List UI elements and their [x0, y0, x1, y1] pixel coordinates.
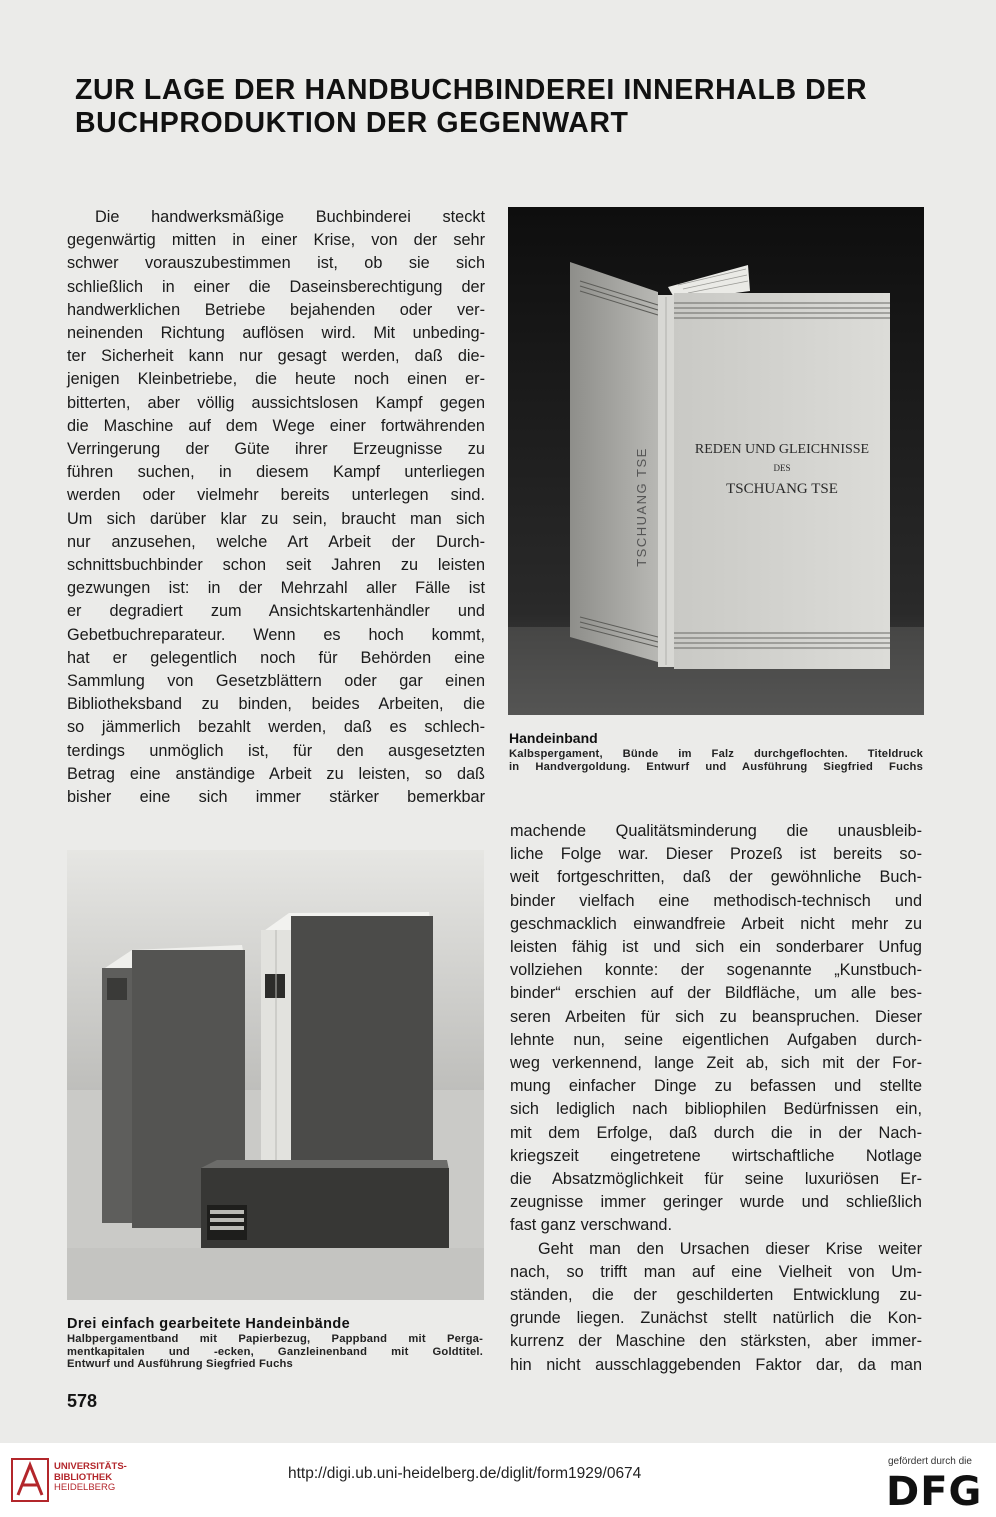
text-line: kurrenz der Maschine den stärksten, aber immer- [510, 1332, 922, 1351]
text-line: gegenwärtig mitten in einer Krise, von der sehr [67, 231, 485, 250]
text-line: leisten fähig ist und sich ein sonderbarer Unfug [510, 938, 922, 957]
text-line: schließlich in einer die Daseinsberechtigung der [67, 277, 485, 296]
funding-note: gefördert durch die [888, 1456, 972, 1467]
text-line: lehnte nun, seine eigentlichen Aufgaben durch- [510, 1030, 922, 1049]
text-line: weit fortgeschritten, daß der gewöhnliche Buch- [510, 868, 922, 887]
caption-1-body [509, 748, 923, 773]
text-line: so jämmerlich bezahlt werden, daß es schlech- [67, 718, 485, 737]
text-line: Um sich darüber klar zu sein, braucht man sich [67, 509, 485, 528]
text-line: bisher eine sich immer stärker bemerkbar [67, 788, 485, 807]
text-line: die Maschine auf dem Wege einer fortwährenden [67, 416, 485, 435]
text-line: binder vielfach eine methodisch-technisch und [510, 891, 922, 910]
caption-1-heading: Handeinband [509, 730, 598, 746]
article-title: ZUR LAGE DER HANDBUCHBINDEREI INNERHALB DER BUCHPRODUKTION DER GEGENWART [75, 74, 868, 139]
text-line: grunde liegen. Zunächst stellt natürlich die Kon- [510, 1309, 922, 1328]
source-url-link[interactable]: http://digi.ub.uni-heidelberg.de/diglit/form1929/0674 [288, 1465, 642, 1482]
library-name-line: BIBLIOTHEK [54, 1471, 113, 1483]
text-line: werden oder vielmehr bereits unterlegen sind. [67, 486, 485, 505]
library-name-line: UNIVERSITÄTS- [54, 1461, 127, 1472]
text-line: Gebetbuchreparateur. Wenn es hoch kommt, [67, 625, 485, 644]
text-line: zeugnisse immer geringer wurde und schließlich [510, 1193, 922, 1212]
text-line: ständen, die der geschilderten Entwicklung zu- [510, 1286, 922, 1305]
caption-2-line: mentkapitalen und -ecken, Ganzleinenband mit Goldtitel. [67, 1345, 483, 1358]
caption-1-line: Kalbspergament, Bünde im Falz durchgeflochten. Titeldruck [509, 748, 923, 760]
text-line: ter Sicherheit kann nur gesagt werden, daß die- [67, 347, 485, 366]
caption-2-line: Halbpergamentband mit Papierbezug, Pappband mit Perga- [67, 1333, 483, 1345]
text-line: jenigen Kleinbetriebe, die heute noch einen er- [67, 370, 485, 389]
text-line: Sammlung von Gesetzblättern oder gar einen [67, 672, 485, 691]
text-line: geschmacklich einwandfreie Arbeit nicht mehr zu [510, 914, 922, 933]
book-spine-title: TSCHUANG TSE [634, 447, 649, 567]
text-line: binder“ erschien auf der Bildfläche, um alle bes- [510, 984, 922, 1003]
text-line: mit dem Erfolge, daß durch die in der Nach- [510, 1123, 922, 1142]
university-library-logo-icon [10, 1457, 50, 1503]
books-illustration [67, 850, 484, 1300]
text-line: kriegszeit eingetretene wirtschaftliche Notlage [510, 1146, 922, 1165]
text-line: fast ganz verschwand. [510, 1216, 672, 1235]
text-line: nach, so trifft man auf eine Vielheit von Um- [510, 1262, 922, 1281]
text-line: die Absatzmöglichkeit für seine luxuriösen Er- [510, 1170, 922, 1189]
library-name-line: HEIDELBERG [54, 1482, 116, 1493]
left-text-column [67, 206, 485, 809]
book-front-title-line-1: REDEN UND GLEICHNISSE [694, 442, 870, 457]
caption-2-heading: Drei einfach gearbeitete Handeinbände [67, 1316, 351, 1332]
text-line: bitterten, aber völlig aussichtslosen Kampf gegen [67, 393, 485, 412]
right-text-column [510, 820, 922, 1377]
text-line: führen suchen, in diesem Kampf unterliegen [67, 463, 485, 482]
text-line: hin nicht ausschlaggebenden Faktor dar, da man [510, 1355, 922, 1374]
text-line: neinenden Richtung auflösen wird. Mit unbeding- [67, 324, 485, 343]
photo-three-bound-books [67, 850, 484, 1300]
text-line: Betrag eine anständige Arbeit zu leisten, so daß [67, 764, 485, 783]
book-illustration [508, 207, 924, 715]
text-line: schwer vorauszubestimmen ist, ob sie sich [67, 254, 485, 273]
text-line: seren Arbeiten für sich zu beanspruchen. Dieser [510, 1007, 922, 1026]
text-line: nur anzusehen, welche Art Arbeit der Durch- [67, 532, 485, 551]
text-line: liche Folge war. Dieser Prozeß ist bereits so- [510, 845, 922, 864]
text-line: sich lediglich nach bibliophilen Bedürfnissen ein, [510, 1100, 922, 1119]
dfg-logo: DFG [886, 1469, 983, 1515]
text-line: handwerklichen Betriebe bejahenden oder ver- [67, 300, 485, 319]
text-line: mung einfacher Dinge zu befassen und stellte [510, 1077, 922, 1096]
text-line: Geht man den Ursachen dieser Krise weiter [538, 1239, 922, 1258]
caption-2-line: Entwurf und Ausführung Siegfried Fuchs [67, 1358, 293, 1371]
photo-bound-book-tschuang-tse [508, 207, 924, 715]
caption-1-line: in Handvergoldung. Entwurf und Ausführung Siegfried Fuchs [509, 760, 923, 773]
caption-2-body [67, 1333, 483, 1371]
text-line: Die handwerksmäßige Buchbinderei steckt [95, 208, 485, 226]
page-number: 578 [67, 1391, 98, 1411]
text-line: vollziehen konnte: der sogenannte „Kunstbuch- [510, 961, 922, 980]
book-front-title-line-3: TSCHUANG TSE [726, 481, 838, 497]
book-front-title-line-2: DES [773, 463, 791, 473]
text-line: machende Qualitätsminderung die unausbleib- [510, 822, 922, 840]
text-line: Verringerung der Güte ihrer Erzeugnisse zu [67, 440, 485, 459]
text-line: weg verkennend, lange Zeit ab, sich mit der For- [510, 1054, 922, 1073]
text-line: Bibliotheksband zu binden, beides Arbeiten, die [67, 695, 485, 714]
text-line: gezwungen ist: in der Mehrzahl aller Fälle ist [67, 579, 485, 598]
text-line: schnittsbuchbinder schon seit Jahren zu leisten [67, 556, 485, 575]
library-name [54, 1462, 127, 1494]
text-line: terdings unmöglich ist, für den ausgesetzten [67, 741, 485, 760]
text-line: er degradiert zum Ansichtskartenhändler und [67, 602, 485, 621]
text-line: hat er gelegentlich noch für Behörden eine [67, 648, 485, 667]
